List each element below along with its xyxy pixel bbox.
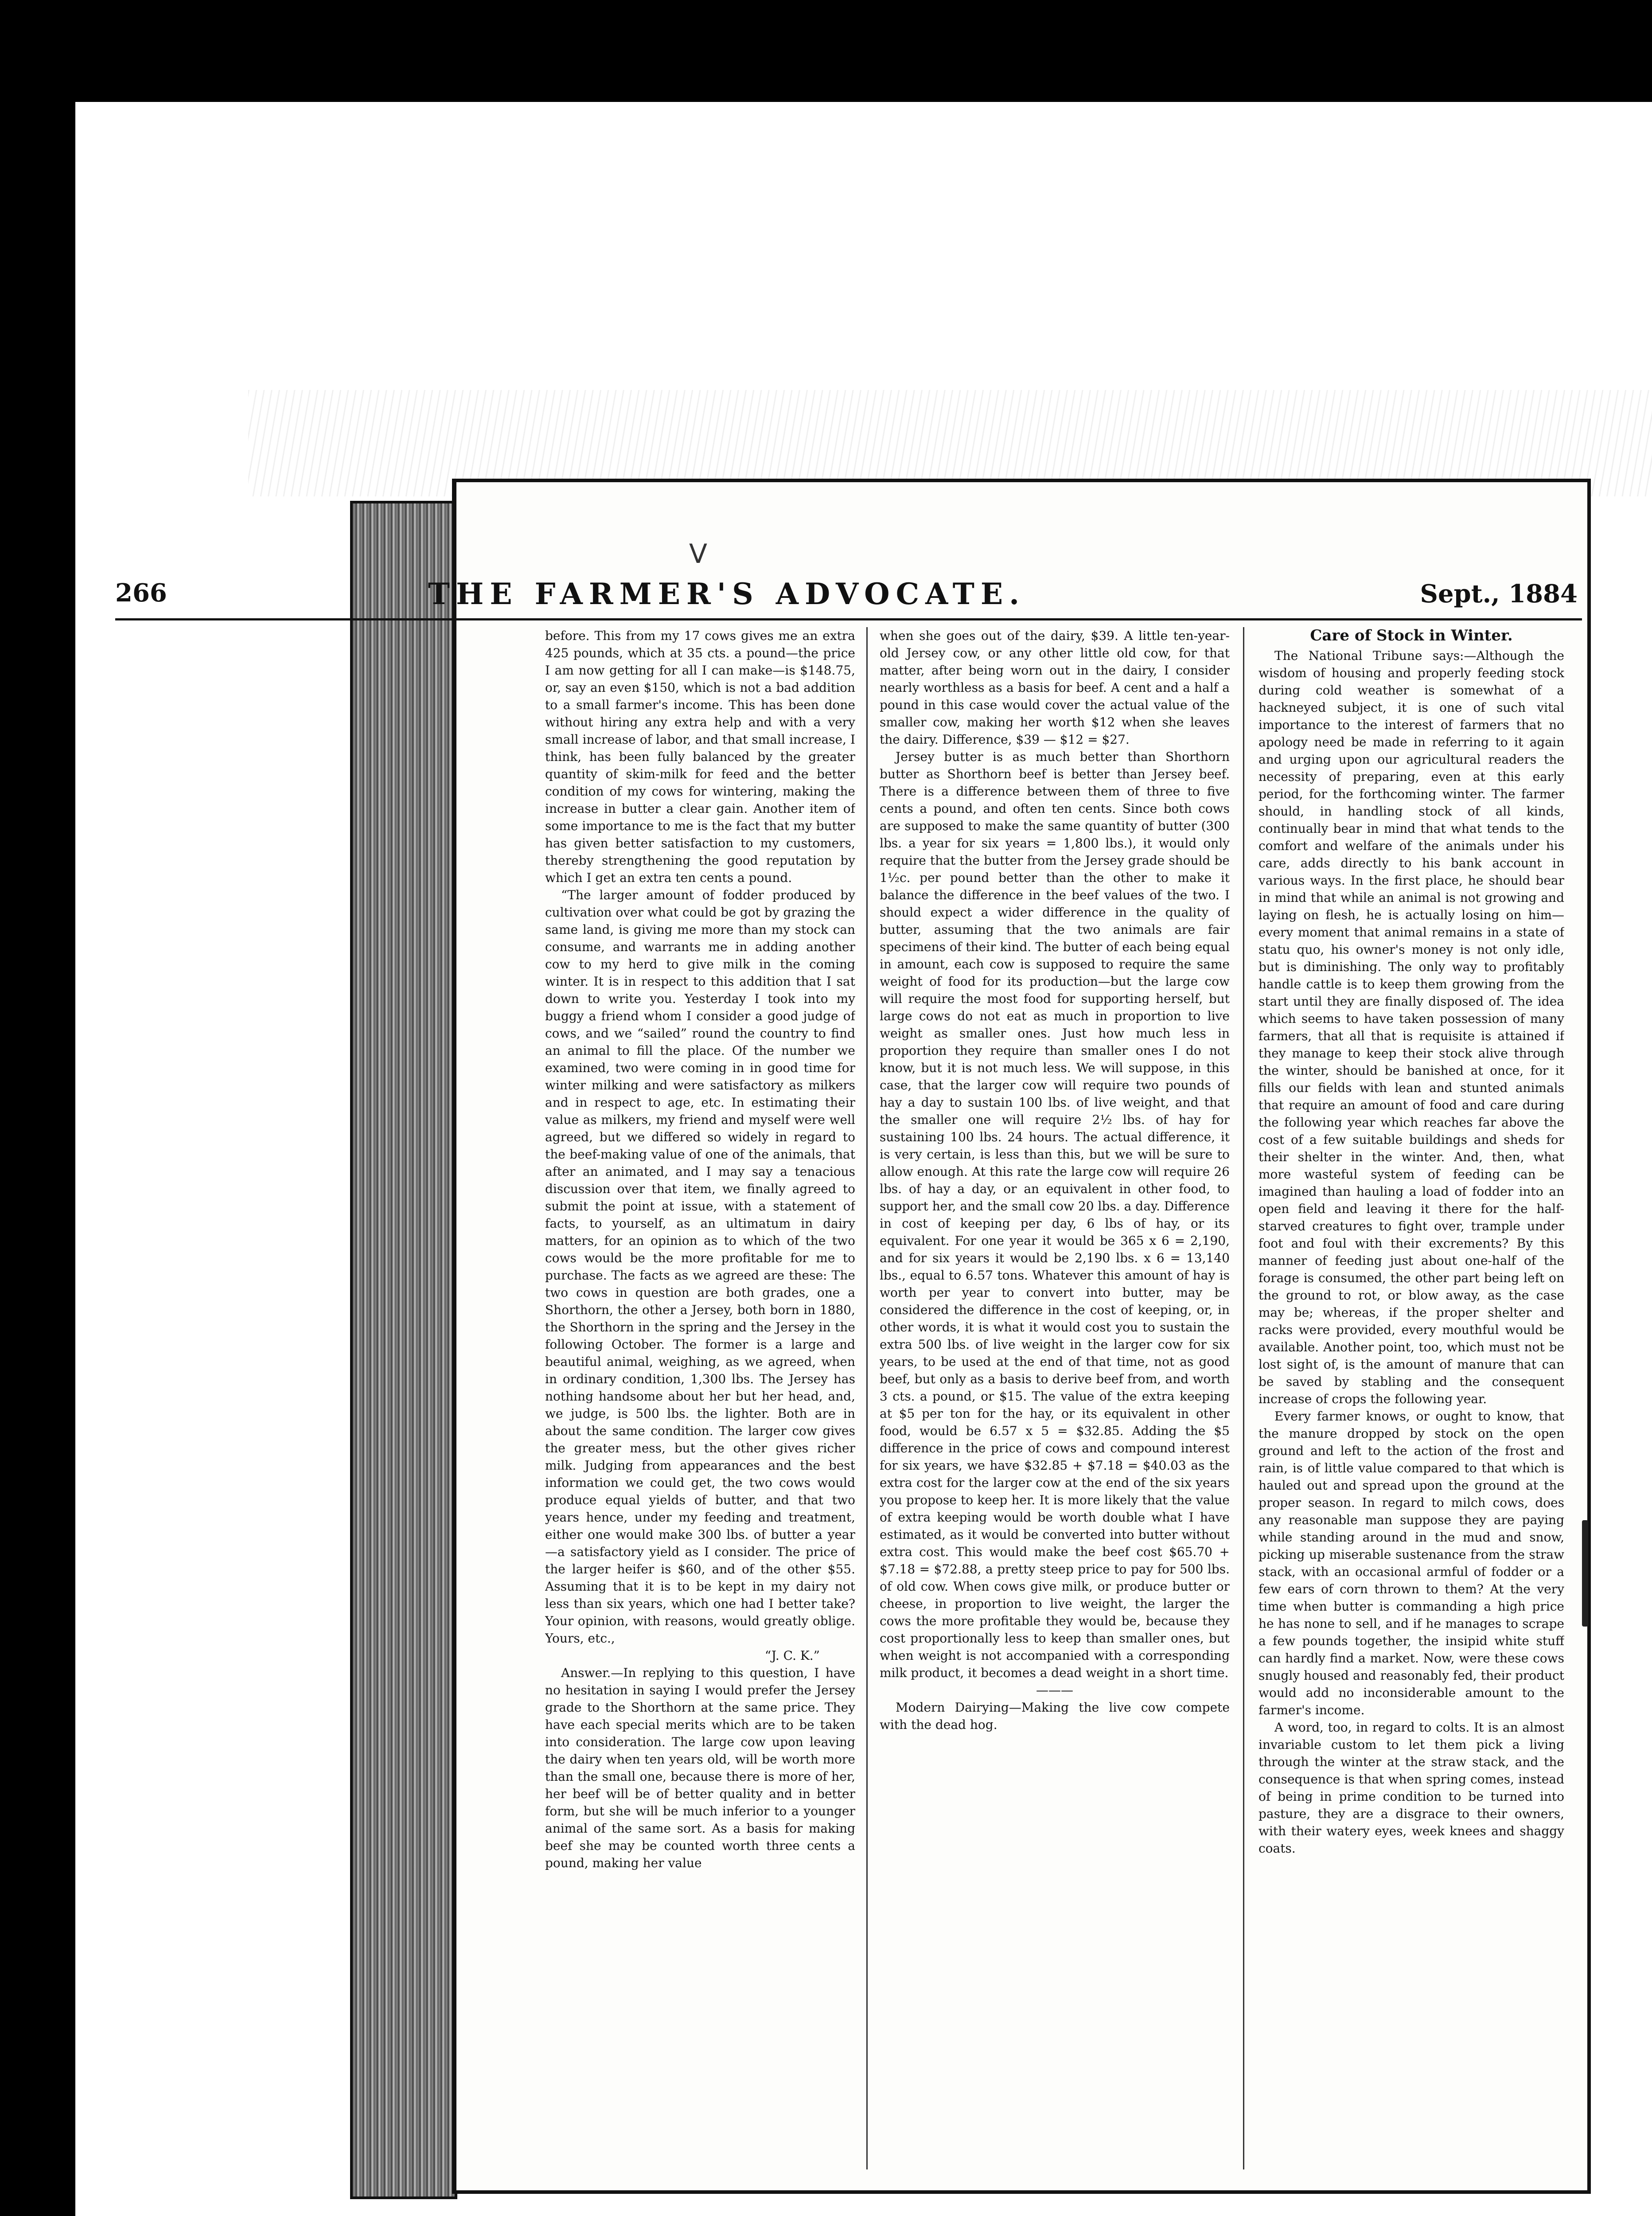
paragraph: before. This from my 17 cows gives me an extra 425 pounds, which at 35 cts. a pound—the price I am now getting for all I can make—is $148.75, or, say an even $150, which is not a bad addition to a small farmer's income. This has been done without hiring any extra help and with a very small increase of labor, and that small increase, I think, has been fully balanced by the greater quantity of skim-milk for feed and the better condition of my cows for wintering, making the increase in butter a clear gain. Another item of some importance to me is the fact that my butter has given better satisfaction to my customers, thereby strengthening the good reputation by which I get an extra ten cents a pound. [545,628,855,885]
paragraph: Answer.—In replying to this question, I have no hesitation in saying I would prefer the Jersey grade to the Shorthorn at the same price. They have each special merits which are to be taken into consideration. The large cow upon leaving the dairy when ten years old, will be worth more than the small one, because there is more of her, her beef will be of better quality and in better form, but she will be much inferior to a younger animal of the same sort. As a basis for making beef she may be counted worth three cents a pound, making her value [545,1666,855,1870]
column-rule [1243,627,1244,2169]
article-title: Care of Stock in Winter. [1310,627,1513,644]
paragraph: Modern Dairying—Making the live cow compete with the dead hog. [880,1700,1230,1732]
paragraph: Every farmer knows, or ought to know, that the manure dropped by stock on the open ground and left to the action of the frost and rain, is of little value compared to that which is hauled out and spread upon the ground at the proper season. In regard to milch cows, does any reasonable man suppose they are paying while standing around in the mud and snow, picking up miserable sustenance from the straw stack, with an occasional armful of fodder or a few ears of corn thrown to them? At the very time when butter is commanding a high price he has none to sell, and if he manages to scrape a few pounds together, the insipid white stuff can hardly find a market. Now, were these cows snugly housed and reasonably fed, their product would add no inconsiderable amount to the farmer's income. [1258,1409,1564,1717]
section-divider: ——— [1036,1683,1073,1697]
paragraph: A word, too, in regard to colts. It is an almost invariable custom to let them pick a living through the winter at the straw stack, and the consequence is that when spring comes, instead of being in prime condition to be turned into pasture, they are a disgrace to their owners, with their watery eyes, week knees and shaggy coats. [1258,1720,1564,1856]
binding-clip [1582,1520,1588,1627]
column-middle [880,627,1230,2174]
paragraph: The National Tribune says:—Although the wisdom of housing and properly feeding stock during cold weather is somewhat of a hackneyed subject, it is one of such vital importance to the interest of farmers that no apology need be made in referring to it again and urging upon our agricultural readers the necessity of preparing, even at this early period, for the forthcoming winter. The farmer should, in handling stock of all kinds, continually bear in mind that what tends to the comfort and welfare of the animals under his care, adds directly to his bank account in various ways. In the first place, he should bear in mind that while an animal is not growing and laying on flesh, he is actually losing on him—every moment that animal remains in a state of statu quo, his owner's money is not only idle, but is diminishing. The only way to profitably handle cattle is to keep them growing from the start until they are finally disposed of. The idea which seems to have taken possession of many farmers, that all that is requisite is attained if they manage to keep their stock alive through the winter, should be banished at once, for it fills our fields with lean and stunted animals that require an amount of food and care during the following year which reaches far above the cost of a few suitable buildings and sheds for their shelter in the winter. And, then, what more wasteful system of feeding can be imagined than hauling a load of fodder into an open field and leaving it there for the half-starved creatures to fight over, trample under foot and foul with their excrements? By this manner of feeding just about one-half of the forage is consumed, the other part being left on the ground to rot, or blow away, as the case may be; whereas, if the proper shelter and racks were provided, every mouthful would be available. Another point, too, which must not be lost sight of, is the amount of manure that can be saved by stabling and the consequent increase of crops the following year. [1258,648,1564,1406]
page-header [115,578,1582,620]
paragraph: when she goes out of the dairy, $39. A little ten-year-old Jersey cow, or any other little old cow, for that matter, after being worn out in the dairy, I consider nearly worthless as a basis for beef. A cent and a half a pound in this case would cover the actual value of the smaller cow, making her worth $12 when she leaves the dairy. Difference, $39 — $12 = $27. [880,628,1230,747]
masthead-title: THE FARMER'S ADVOCATE. [428,577,1026,611]
ink-mark: ᐯ [689,538,708,570]
paragraph: “The larger amount of fodder produced by cultivation over what could be got by grazing the same land, is giving me more than my stock can consume, and warrants me in adding another cow to my herd to give milk in the coming winter. It is in respect to this addition that I sat down to write you. Yesterday I took into my buggy a friend whom I consider a good judge of cows, and we “sailed” round the country to find an animal to fill the place. Of the number we examined, two were coming in in good time for winter milking and were satisfactory as milkers and in respect to age, etc. In estimating their value as milkers, my friend and myself were well agreed, but we differed so widely in regard to the beef-making value of one of the animals, that after an animated, and I may say a tenacious discussion over that item, we finally agreed to submit the point at issue, with a statement of facts, to yourself, as an ultimatum in dairy matters, for an opinion as to which of the two cows would be the more profitable for me to purchase. The facts as we agreed are these: The two cows in question are both grades, one a Shorthorn, the other a Jersey, both born in 1880, the Shorthorn in the spring and the Jersey in the following October. The former is a large and beautiful animal, weighing, as we agreed, when in ordinary condition, 1,300 lbs. The Jersey has nothing handsome about her but her head, and, we judge, is 500 lbs. the lighter. Both are in about the same condition. The larger cow gives the greater mess, but the other gives richer milk. Judging from appearances and the best information we could get, the two cows would produce equal yields of butter, and that two years hence, under my feeding and treatment, either one would make 300 lbs. of butter a year—a satisfactory yield as I consider. The price of the larger heifer is $60, and of the other $55. Assuming that it is to be kept in my dairy not less than six years, which one had I better take? Your opinion, with reasons, would greatly oblige. Yours, etc., [545,888,855,1646]
paragraph: Jersey butter is as much better than Shorthorn butter as Shorthorn beef is better than Jersey beef. There is a difference between them of three to five cents a pound, and often ten cents. Since both cows are supposed to make the same quantity of butter (300 lbs. a year for six years = 1,800 lbs.), it would only require that the butter from the Jersey grade should be 1½c. per pound better than the other to make it balance the difference in the beef values of the two. I should expect a wider difference in the quality of butter, assuming that the two animals are fair specimens of their kind. The butter of each being equal in amount, each cow is supposed to require the same weight of food for its production—but the large cow will require the most food for supporting herself, but large cows do not eat as much in proportion to live weight as smaller ones. Just how much less in proportion they require than smaller ones I do not know, but it is not much less. We will suppose, in this case, that the larger cow will require two pounds of hay a day to sustain 100 lbs. of live weight, and that the smaller one will require 2½ lbs. of hay for sustaining 100 lbs. 24 hours. The actual difference, it is very certain, is less than this, but we will be sure to allow enough. At this rate the large cow will require 26 lbs. of hay a day, or an equivalent in other food, to support her, and the small cow 20 lbs. a day. Difference in cost of keeping per day, 6 lbs of hay, or its equivalent. For one year it would be 365 x 6 = 2,190, and for six years it would be 2,190 lbs. x 6 = 13,140 lbs., equal to 6.57 tons. Whatever this amount of hay is worth per year to convert into butter, may be considered the difference in the cost of keeping, or, in other words, it is what it would cost you to sustain the extra 500 lbs. of live weight in the larger cow for six years, to be used at the end of that time, not as good beef, but only as a basis to derive beef from, and worth 3 cts. a pound, or $15. The value of the extra keeping at $5 per ton for the hay, or its equivalent in other food, would be 6.57 x 5 = $32.85. Adding the $5 difference in the price of cows and compound interest for six years, we have $32.85 + $7.18 = $40.03 as the extra cost for the larger cow at the end of the six years you propose to keep her. It is more likely that the value of extra keeping would be worth double what I have estimated, as it would be converted into butter without extra cost. This would make the beef cost $65.70 + $7.18 = $72.88, a pretty steep price to pay for 500 lbs. of old cow. When cows give milk, or produce butter or cheese, in proportion to live weight, the larger the cows the more profitable they would be, because they cost proportionally less to keep than smaller ones, but when weight is not accompanied with a corresponding milk product, it becomes a dead weight in a short time. [880,749,1230,1680]
issue-date: Sept., 1884 [1420,579,1578,609]
letter-signature: “J. C. K.” [764,1648,820,1663]
book-spine [350,501,457,2199]
column-left [545,627,855,2174]
column-right [1258,627,1564,2174]
column-rule [866,627,868,2169]
page-number: 266 [115,578,167,608]
